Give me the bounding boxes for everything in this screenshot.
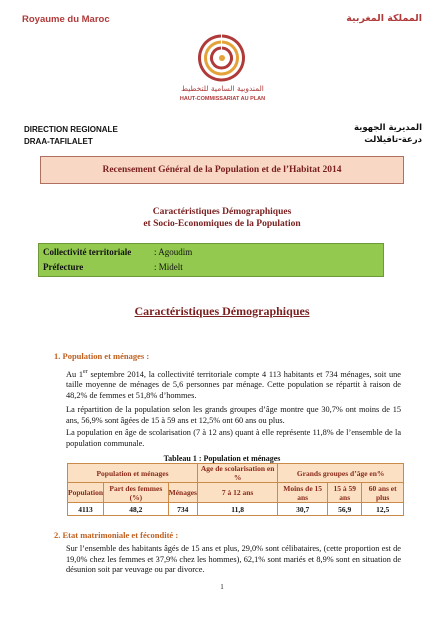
header-right: المملكة المغربية (346, 13, 422, 24)
section1-para3: La population en âge de scolarisation (7 à 12 ans) quant à elle représente 11,8% de l’ensemble de la population communale. (66, 428, 401, 448)
logo-fr-text: HAUT-COMMISSARIAT AU PLAN (179, 96, 266, 102)
subtitle-line2: et Socio-Economiques de la Population (143, 219, 301, 229)
info-key-collectivite: Collectivité territoriale (43, 247, 132, 257)
section2-para1: Sur l’ensemble des habitants âgés de 15 ans et plus, 29,0% sont célibataires, (cette proportion est de 19,0% chez les femmes et 37,9% chez les hommes), 62,1% sont mariés et 8,9% sont en situation de désunion soit par veuvage ou par divorce. (66, 544, 401, 574)
direction-fr: DIRECTION REGIONALE DRAA-TAFILALET (24, 125, 118, 146)
col-population: Population (68, 483, 104, 503)
col-7-12: 7 à 12 ans (197, 483, 277, 503)
page-number: 1 (220, 583, 224, 591)
hcp-logo (160, 26, 285, 106)
section1-para2: La répartition de la population selon les grands groupes d’âge montre que 30,7% ont moins de 15 ans, 56,9% sont âgées de 15 à 59 ans et 12,5% ont 60 ans ou plus. (66, 405, 401, 425)
section1-heading: 1. Population et ménages : (54, 351, 150, 361)
val-60-plus: 12,5 (362, 503, 404, 516)
col-moins-15: Moins de 15 ans (278, 483, 328, 503)
subtitle-line1: Caractéristiques Démographiques (152, 207, 292, 217)
col-15-59: 15 à 59 ans (328, 483, 362, 503)
section1-para1: Au 1er septembre 2014, la collectivité territoriale compte 4 113 habitants et 734 ménages, soit une taille moyenne de ménages de 5,6 personnes par ménage. Cette population se répartit à raison de 48,2% de femmes et 51,8% d’hommes. (66, 369, 401, 400)
val-7-12: 11,8 (197, 503, 277, 516)
population-table (67, 463, 404, 516)
hcp-emblem-icon (160, 26, 285, 86)
val-population: 4113 (68, 503, 104, 516)
header-left: Royaume du Maroc (22, 14, 110, 25)
val-moins-15: 30,7 (278, 503, 328, 516)
logo-ar-text: المندوبية السامية للتخطيط (181, 84, 264, 93)
info-value-collectivite: : Agoudim (154, 247, 193, 257)
title-banner: Recensement Général de la Population et de l’Habitat 2014 (40, 156, 404, 184)
table-caption: Tableau 1 : Population et ménages (163, 454, 281, 463)
section-title: Caractéristiques Démographiques (134, 304, 310, 318)
val-part-femmes: 48,2 (104, 503, 169, 516)
info-key-prefecture: Préfecture (43, 262, 84, 272)
val-menages: 734 (168, 503, 197, 516)
table-header-age: Age de scolarisation en % (197, 464, 277, 483)
col-60-plus: 60 ans et plus (362, 483, 404, 503)
col-part-femmes: Part des femmes (%) (104, 483, 169, 503)
info-value-prefecture: : Midelt (154, 262, 183, 272)
table-header-groups: Grands groupes d’âge en% (278, 464, 404, 483)
section2-heading: 2. Etat matrimoniale et fécondité : (54, 530, 179, 540)
info-box (38, 243, 384, 277)
table-header-pop: Population et ménages (68, 464, 198, 483)
col-menages: Ménages (168, 483, 197, 503)
direction-ar: المديرية الجهوية درعة-تافيلالت (353, 123, 422, 145)
val-15-59: 56,9 (328, 503, 362, 516)
